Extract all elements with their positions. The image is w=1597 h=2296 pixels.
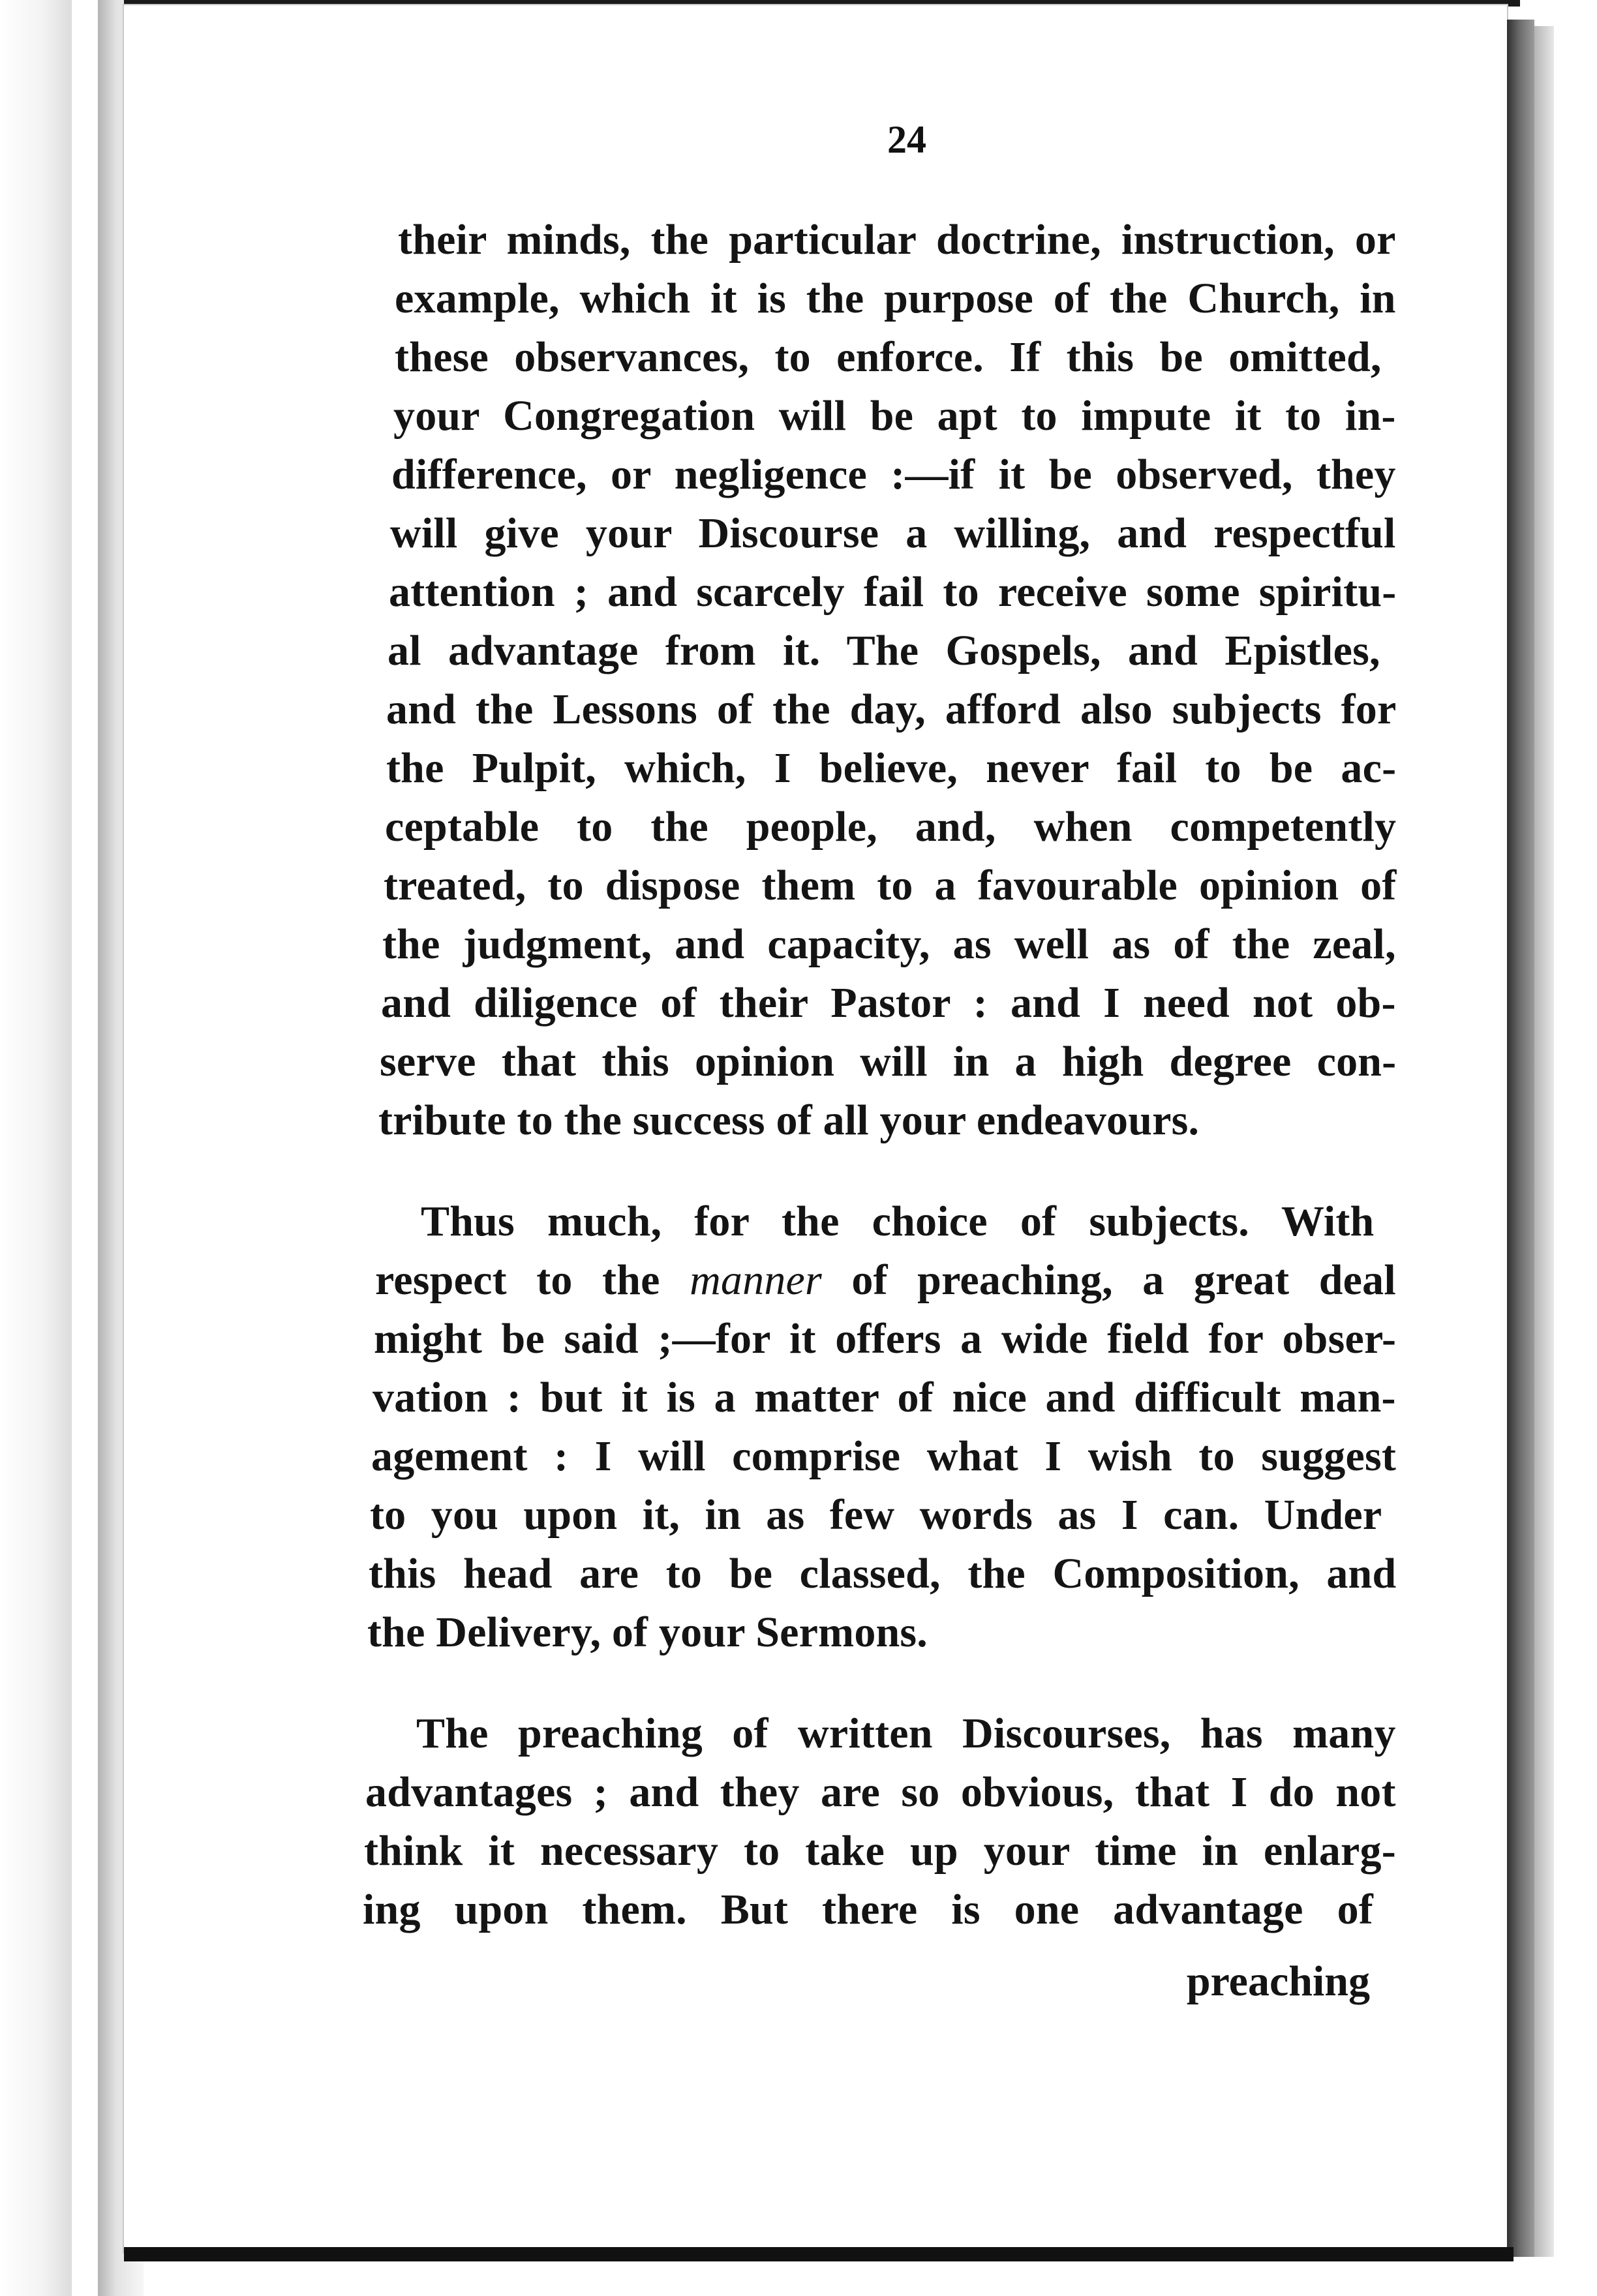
text-line: example, which it is the purpose of the Church, in — [395, 275, 1396, 322]
text-line: ing upon them. But there is one advantage of — [363, 1886, 1373, 1933]
text-line: and the Lessons of the day, afford also subjects for — [386, 686, 1397, 733]
scan-margin-left — [0, 0, 72, 2296]
text-line: tribute to the success of all your endeavours. — [378, 1096, 1200, 1144]
text-line: might be said ;—for it offers a wide field for obser- — [374, 1315, 1397, 1363]
text-line: ceptable to the people, and, when competently — [385, 803, 1397, 851]
text-line: difference, or negligence :—if it be observed, they — [391, 451, 1396, 498]
book-binding-edge — [1534, 26, 1554, 2257]
text-line: al advantage from it. The Gospels, and Epistles, — [388, 627, 1380, 674]
text-line: Thus much, for the choice of subjects. With — [421, 1198, 1375, 1245]
text-line: and diligence of their Pastor : and I need not ob- — [381, 979, 1396, 1027]
text-line: the judgment, and capacity, as well as of the zeal, — [382, 920, 1396, 968]
text-line: the Delivery, of your Sermons. — [367, 1609, 928, 1656]
text-line: these observances, to enforce. If this be omitted, — [395, 333, 1382, 381]
text-line: attention ; and scarcely fail to receive some spiritu- — [389, 568, 1397, 616]
text-line: their minds, the particular doctrine, instruction, or — [398, 216, 1396, 264]
text-line: vation : but it is a matter of nice and difficult man- — [373, 1374, 1396, 1421]
text-segment: respect to the — [375, 1256, 690, 1304]
catchword: preaching — [1186, 1957, 1370, 2005]
scan-bottom-edge — [124, 2247, 1513, 2261]
text-line: agement : I will comprise what I wish to suggest — [371, 1432, 1397, 1480]
book-binding-shadow — [1507, 20, 1534, 2257]
text-line — [375, 1256, 1396, 1304]
text-line: advantages ; and they are so obvious, that I do not — [365, 1768, 1396, 1816]
text-line: The preaching of written Discourses, has many — [416, 1710, 1396, 1757]
text-line: think it necessary to take up your time in enlarg- — [364, 1827, 1396, 1875]
text-line: will give your Discourse a willing, and respectful — [390, 509, 1396, 557]
emphasis-text: manner — [690, 1256, 822, 1304]
text-line: treated, to dispose them to a favourable opinion of — [384, 862, 1397, 909]
text-line: the Pulpit, which, I believe, never fail to be ac- — [386, 744, 1397, 792]
page-number: 24 — [887, 118, 926, 161]
text-line: this head are to be classed, the Composition, and — [369, 1550, 1397, 1597]
text-line: serve that this opinion will in a high degree con- — [380, 1038, 1397, 1085]
text-segment: of preaching, a great deal — [821, 1256, 1396, 1304]
text-line: to you upon it, in as few words as I can. Under — [370, 1491, 1382, 1539]
text-line: your Congregation will be apt to impute it to in- — [393, 392, 1396, 440]
